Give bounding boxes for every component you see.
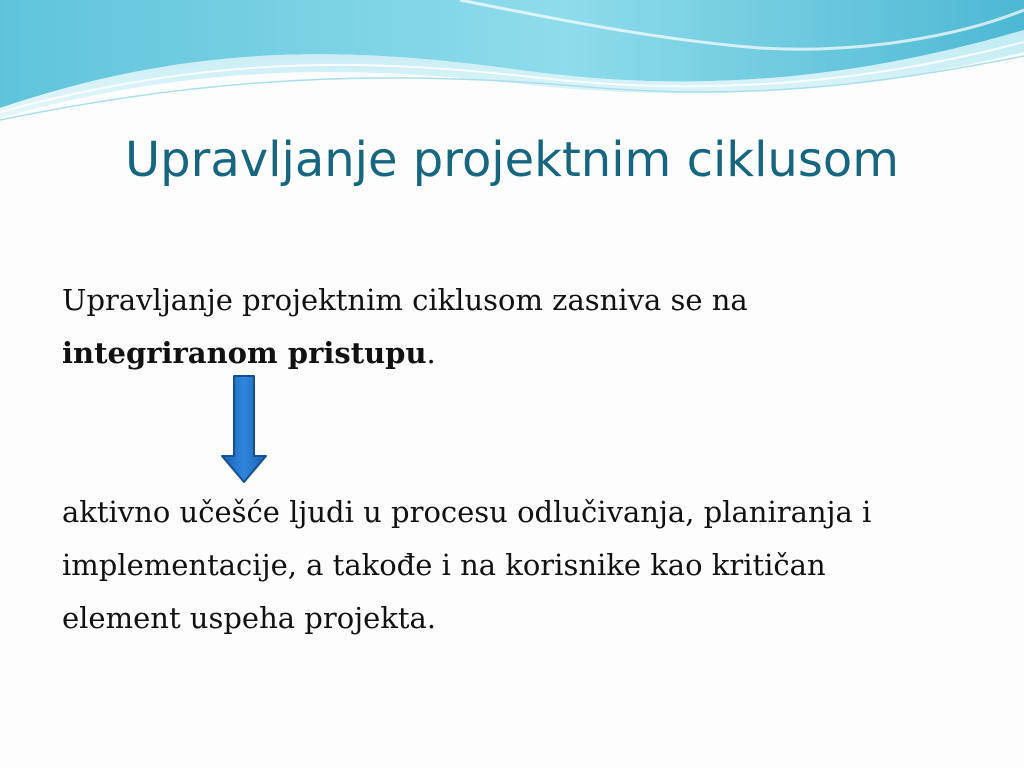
- detail-line-2: implementacije, a takođe i na korisnike kao kritičan: [62, 548, 826, 582]
- intro-line-1: Upravljanje projektnim ciklusom zasniva se na: [62, 283, 748, 317]
- arrow-down-icon: [220, 374, 268, 484]
- slide-title: Upravljanje projektnim ciklusom: [125, 132, 899, 188]
- intro-bold-text: integriranom pristupu: [62, 336, 427, 370]
- detail-line-1: aktivno učešće ljudi u procesu odlučivanja, planiranja i: [62, 495, 872, 529]
- paragraph-detail: [62, 486, 982, 645]
- intro-end-punct: .: [426, 336, 436, 370]
- wave-decoration: [0, 0, 1024, 130]
- paragraph-intro: [62, 274, 982, 380]
- detail-line-3: element uspeha projekta.: [62, 601, 437, 635]
- slide-body: [62, 274, 982, 645]
- spacer: [62, 380, 982, 486]
